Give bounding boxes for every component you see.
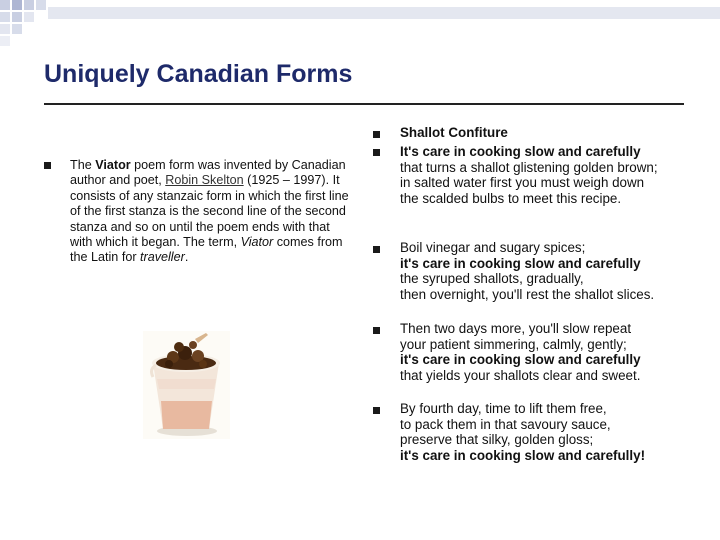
bullet-square-icon [44,162,51,169]
robin-skelton-link[interactable]: Robin Skelton [165,173,244,188]
stanza-1-line-4: the scalded bulbs to meet this recipe. [400,190,622,206]
poem-title-block [400,125,710,141]
stanza-2-line-4: then overnight, you'll rest the shallot slices. [400,286,655,302]
stanza-1 [400,144,710,206]
stanza-1-line-2: that turns a shallot glistening golden brown; [400,159,658,175]
meaning-italic: traveller [140,250,185,265]
poem-title: Shallot Confiture [400,125,508,140]
stanza-4-line-2: to pack them in that savoury sauce, [400,416,611,432]
stanza-2-line-1: Boil vinegar and sugary spices; [400,240,586,255]
desc-text: (1925 – 1997). It consists of any stanzaic form in which the first line of the first stanza is the second line of the second stanza and so on until the poem ends with that with which it began. The term, [70,173,349,250]
stanza-1-line-3: in salted water first you must weigh down [400,175,645,191]
form-name: Viator [95,158,131,172]
stanza-3-line-2: your patient simmering, calmly, gently; [400,336,627,352]
desc-text: The [70,158,96,172]
bullet-square-icon [373,149,380,156]
bullet-square-icon [373,407,380,414]
term-italic: Viator [240,235,274,250]
stanza-3-line-3: it's care in cooking slow and carefully [400,352,641,368]
stanza-4-line-3: preserve that silky, golden gloss; [400,432,594,448]
desc-text: comes from the Latin for [70,235,343,265]
decorative-header-squares [0,0,720,48]
stanza-2 [400,240,710,302]
shallot-confiture-photo [143,331,230,439]
stanza-4 [400,401,710,463]
bullet-square-icon [373,131,380,138]
stanza-3-line-1: Then two days more, you'll slow repeat [400,321,632,336]
desc-text: . [184,250,189,265]
title-underline [44,103,684,105]
viator-description [70,158,350,266]
stanza-2-line-3: the syruped shallots, gradually, [400,271,584,287]
stanza-2-line-2: it's care in cooking slow and carefully [400,255,641,271]
bullet-square-icon [373,246,380,253]
slide-title: Uniquely Canadian Forms [44,60,353,88]
stanza-3 [400,321,710,383]
stanza-3-line-4: that yields your shallots clear and sweet. [400,367,641,383]
stanza-4-line-1: By fourth day, time to lift them free, [400,401,607,416]
stanza-1-line-1: It's care in cooking slow and carefully [400,144,641,159]
bullet-square-icon [373,327,380,334]
desc-text: poem form was invented by Canadian author and poet, [70,158,346,188]
stanza-4-line-4: it's care in cooking slow and carefully! [400,447,646,463]
